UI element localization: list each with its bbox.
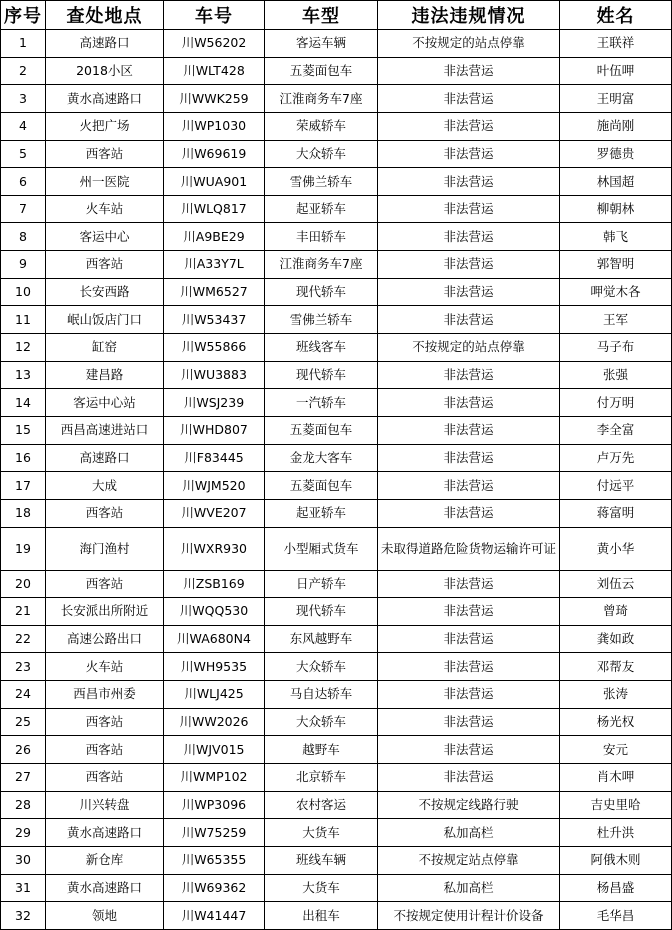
- seq-cell: 14: [1, 389, 46, 417]
- plate-cell: 川WJV015: [164, 736, 265, 764]
- violation-cell: 未取得道路危险货物运输许可证: [378, 527, 560, 570]
- plate-cell: 川A9BE29: [164, 223, 265, 251]
- seq-cell: 12: [1, 334, 46, 362]
- seq-cell: 15: [1, 416, 46, 444]
- plate-cell: 川WWK259: [164, 85, 265, 113]
- name-cell: 郭智明: [560, 251, 672, 279]
- plate-cell: 川WQQ530: [164, 598, 265, 626]
- table-row: [1, 278, 672, 306]
- vehicle-type-cell: 金龙大客车: [265, 444, 378, 472]
- violation-cell: 非法营运: [378, 736, 560, 764]
- vehicle-type-cell: 北京轿车: [265, 764, 378, 792]
- table-row: [1, 389, 672, 417]
- seq-cell: 28: [1, 791, 46, 819]
- location-cell: 西客站: [46, 736, 164, 764]
- plate-cell: 川WUA901: [164, 168, 265, 196]
- violation-cell: 非法营运: [378, 625, 560, 653]
- name-cell: 蒋富明: [560, 499, 672, 527]
- seq-cell: 17: [1, 472, 46, 500]
- violation-cell: 不按规定使用计程计价设备: [378, 902, 560, 930]
- table-row: [1, 140, 672, 168]
- header-name: 姓名: [560, 1, 672, 30]
- location-cell: 领地: [46, 902, 164, 930]
- name-cell: 施尚刚: [560, 112, 672, 140]
- table-row: [1, 625, 672, 653]
- plate-cell: 川WH9535: [164, 653, 265, 681]
- seq-cell: 11: [1, 306, 46, 334]
- table-header: [1, 1, 672, 30]
- location-cell: 西昌市州委: [46, 681, 164, 709]
- header-seq: 序号: [1, 1, 46, 30]
- table-row: [1, 764, 672, 792]
- vehicle-type-cell: 马自达轿车: [265, 681, 378, 709]
- location-cell: 西客站: [46, 251, 164, 279]
- name-cell: 张涛: [560, 681, 672, 709]
- location-cell: 长安西路: [46, 278, 164, 306]
- header-row: [1, 1, 672, 30]
- vehicle-type-cell: 班线客车: [265, 334, 378, 362]
- violation-cell: 非法营运: [378, 57, 560, 85]
- table-row: [1, 251, 672, 279]
- location-cell: 川兴转盘: [46, 791, 164, 819]
- name-cell: 韩飞: [560, 223, 672, 251]
- violation-cell: 非法营运: [378, 570, 560, 598]
- name-cell: 王联祥: [560, 30, 672, 58]
- violation-cell: 非法营运: [378, 361, 560, 389]
- seq-cell: 9: [1, 251, 46, 279]
- table-row: [1, 902, 672, 930]
- seq-cell: 26: [1, 736, 46, 764]
- location-cell: 缸窑: [46, 334, 164, 362]
- plate-cell: 川A33Y7L: [164, 251, 265, 279]
- name-cell: 刘伍云: [560, 570, 672, 598]
- table-row: [1, 57, 672, 85]
- name-cell: 马子布: [560, 334, 672, 362]
- table-row: [1, 112, 672, 140]
- seq-cell: 32: [1, 902, 46, 930]
- location-cell: 西客站: [46, 708, 164, 736]
- name-cell: 付远平: [560, 472, 672, 500]
- plate-cell: 川WU3883: [164, 361, 265, 389]
- table-row: [1, 708, 672, 736]
- name-cell: 曾琦: [560, 598, 672, 626]
- name-cell: 叶伍呷: [560, 57, 672, 85]
- vehicle-type-cell: 五菱面包车: [265, 57, 378, 85]
- violation-cell: 非法营运: [378, 681, 560, 709]
- table-row: [1, 653, 672, 681]
- vehicle-type-cell: 现代轿车: [265, 361, 378, 389]
- vehicle-type-cell: 雪佛兰轿车: [265, 306, 378, 334]
- violation-cell: 不按规定的站点停靠: [378, 334, 560, 362]
- name-cell: 李全富: [560, 416, 672, 444]
- seq-cell: 6: [1, 168, 46, 196]
- violation-cell: 非法营运: [378, 278, 560, 306]
- table-row: [1, 195, 672, 223]
- location-cell: 大成: [46, 472, 164, 500]
- vehicle-type-cell: 大众轿车: [265, 653, 378, 681]
- location-cell: 西昌高速进站口: [46, 416, 164, 444]
- location-cell: 高速路口: [46, 444, 164, 472]
- table-row: [1, 85, 672, 113]
- location-cell: 黄水高速路口: [46, 85, 164, 113]
- plate-cell: 川W69619: [164, 140, 265, 168]
- table-row: [1, 681, 672, 709]
- violation-cell: 非法营运: [378, 251, 560, 279]
- seq-cell: 10: [1, 278, 46, 306]
- violation-cell: 非法营运: [378, 653, 560, 681]
- seq-cell: 13: [1, 361, 46, 389]
- vehicle-type-cell: 出租车: [265, 902, 378, 930]
- name-cell: 杨光权: [560, 708, 672, 736]
- vehicle-type-cell: 越野车: [265, 736, 378, 764]
- table-row: [1, 472, 672, 500]
- vehicle-type-cell: 江淮商务车7座: [265, 85, 378, 113]
- seq-cell: 22: [1, 625, 46, 653]
- plate-cell: 川WLQ817: [164, 195, 265, 223]
- vehicle-type-cell: 大货车: [265, 819, 378, 847]
- location-cell: 火把广场: [46, 112, 164, 140]
- name-cell: 王明富: [560, 85, 672, 113]
- location-cell: 岷山饭店门口: [46, 306, 164, 334]
- location-cell: 西客站: [46, 570, 164, 598]
- vehicle-type-cell: 日产轿车: [265, 570, 378, 598]
- violation-cell: 非法营运: [378, 444, 560, 472]
- table-row: [1, 416, 672, 444]
- plate-cell: 川WW2026: [164, 708, 265, 736]
- header-plate: 车号: [164, 1, 265, 30]
- location-cell: 高速公路出口: [46, 625, 164, 653]
- name-cell: 王军: [560, 306, 672, 334]
- seq-cell: 21: [1, 598, 46, 626]
- seq-cell: 20: [1, 570, 46, 598]
- name-cell: 黄小华: [560, 527, 672, 570]
- table-row: [1, 444, 672, 472]
- table-body: [1, 30, 672, 930]
- plate-cell: 川WMP102: [164, 764, 265, 792]
- plate-cell: 川W69362: [164, 874, 265, 902]
- name-cell: 柳朝林: [560, 195, 672, 223]
- header-location: 查处地点: [46, 1, 164, 30]
- violation-cell: 非法营运: [378, 764, 560, 792]
- seq-cell: 2: [1, 57, 46, 85]
- violation-cell: 非法营运: [378, 112, 560, 140]
- vehicle-type-cell: 现代轿车: [265, 598, 378, 626]
- name-cell: 肖木呷: [560, 764, 672, 792]
- seq-cell: 23: [1, 653, 46, 681]
- table-row: [1, 30, 672, 58]
- violation-cell: 非法营运: [378, 416, 560, 444]
- vehicle-type-cell: 丰田轿车: [265, 223, 378, 251]
- table-row: [1, 527, 672, 570]
- vehicle-type-cell: 一汽轿车: [265, 389, 378, 417]
- table-row: [1, 819, 672, 847]
- vehicle-type-cell: 大众轿车: [265, 708, 378, 736]
- location-cell: 黄水高速路口: [46, 874, 164, 902]
- violation-cell: 非法营运: [378, 306, 560, 334]
- table-row: [1, 791, 672, 819]
- violation-cell: 非法营运: [378, 168, 560, 196]
- seq-cell: 16: [1, 444, 46, 472]
- location-cell: 州一医院: [46, 168, 164, 196]
- violation-cell: 不按规定的站点停靠: [378, 30, 560, 58]
- plate-cell: 川WJM520: [164, 472, 265, 500]
- plate-cell: 川W75259: [164, 819, 265, 847]
- location-cell: 客运中心站: [46, 389, 164, 417]
- table-row: [1, 306, 672, 334]
- table-row: [1, 598, 672, 626]
- location-cell: 西客站: [46, 499, 164, 527]
- seq-cell: 31: [1, 874, 46, 902]
- violation-cell: 非法营运: [378, 499, 560, 527]
- table-row: [1, 361, 672, 389]
- name-cell: 呷觉木各: [560, 278, 672, 306]
- location-cell: 火车站: [46, 653, 164, 681]
- plate-cell: 川WHD807: [164, 416, 265, 444]
- location-cell: 西客站: [46, 140, 164, 168]
- seq-cell: 30: [1, 846, 46, 874]
- vehicle-type-cell: 小型厢式货车: [265, 527, 378, 570]
- vehicle-type-cell: 江淮商务车7座: [265, 251, 378, 279]
- table-row: [1, 499, 672, 527]
- plate-cell: 川WLT428: [164, 57, 265, 85]
- plate-cell: 川W55866: [164, 334, 265, 362]
- plate-cell: 川WP3096: [164, 791, 265, 819]
- seq-cell: 7: [1, 195, 46, 223]
- vehicle-type-cell: 五菱面包车: [265, 416, 378, 444]
- violation-cell: 不按规定线路行驶: [378, 791, 560, 819]
- vehicle-type-cell: 荣威轿车: [265, 112, 378, 140]
- violation-cell: 非法营运: [378, 708, 560, 736]
- location-cell: 2018小区: [46, 57, 164, 85]
- violation-cell: 非法营运: [378, 389, 560, 417]
- location-cell: 新仓库: [46, 846, 164, 874]
- seq-cell: 5: [1, 140, 46, 168]
- name-cell: 龚如政: [560, 625, 672, 653]
- table-row: [1, 846, 672, 874]
- name-cell: 罗德贵: [560, 140, 672, 168]
- vehicle-type-cell: 东风越野车: [265, 625, 378, 653]
- vehicle-type-cell: 起亚轿车: [265, 195, 378, 223]
- vehicle-type-cell: 雪佛兰轿车: [265, 168, 378, 196]
- violation-cell: 不按规定站点停靠: [378, 846, 560, 874]
- name-cell: 吉史里哈: [560, 791, 672, 819]
- vehicle-type-cell: 大货车: [265, 874, 378, 902]
- location-cell: 长安派出所附近: [46, 598, 164, 626]
- table-row: [1, 168, 672, 196]
- vehicle-type-cell: 客运车辆: [265, 30, 378, 58]
- plate-cell: 川WM6527: [164, 278, 265, 306]
- violation-cell: 非法营运: [378, 85, 560, 113]
- location-cell: 客运中心: [46, 223, 164, 251]
- violation-cell: 非法营运: [378, 598, 560, 626]
- plate-cell: 川W53437: [164, 306, 265, 334]
- location-cell: 火车站: [46, 195, 164, 223]
- plate-cell: 川W56202: [164, 30, 265, 58]
- name-cell: 付万明: [560, 389, 672, 417]
- vehicle-type-cell: 现代轿车: [265, 278, 378, 306]
- table-row: [1, 874, 672, 902]
- seq-cell: 18: [1, 499, 46, 527]
- vehicle-type-cell: 大众轿车: [265, 140, 378, 168]
- plate-cell: 川WLJ425: [164, 681, 265, 709]
- seq-cell: 24: [1, 681, 46, 709]
- vehicle-type-cell: 班线车辆: [265, 846, 378, 874]
- seq-cell: 29: [1, 819, 46, 847]
- violation-cell: 非法营运: [378, 223, 560, 251]
- violation-cell: 非法营运: [378, 195, 560, 223]
- plate-cell: 川WVE207: [164, 499, 265, 527]
- location-cell: 高速路口: [46, 30, 164, 58]
- violation-cell: 私加高栏: [378, 819, 560, 847]
- seq-cell: 25: [1, 708, 46, 736]
- plate-cell: 川ZSB169: [164, 570, 265, 598]
- plate-cell: 川WP1030: [164, 112, 265, 140]
- location-cell: 海门渔村: [46, 527, 164, 570]
- violation-cell: 非法营运: [378, 140, 560, 168]
- table-row: [1, 334, 672, 362]
- name-cell: 卢万先: [560, 444, 672, 472]
- header-vehicle-type: 车型: [265, 1, 378, 30]
- location-cell: 西客站: [46, 764, 164, 792]
- name-cell: 毛华昌: [560, 902, 672, 930]
- name-cell: 邓帮友: [560, 653, 672, 681]
- seq-cell: 4: [1, 112, 46, 140]
- location-cell: 建昌路: [46, 361, 164, 389]
- vehicle-type-cell: 起亚轿车: [265, 499, 378, 527]
- seq-cell: 19: [1, 527, 46, 570]
- violation-cell: 非法营运: [378, 472, 560, 500]
- location-cell: 黄水高速路口: [46, 819, 164, 847]
- table-row: [1, 223, 672, 251]
- table-row: [1, 570, 672, 598]
- name-cell: 杨昌盛: [560, 874, 672, 902]
- name-cell: 杜升洪: [560, 819, 672, 847]
- header-violation: 违法违规情况: [378, 1, 560, 30]
- vehicle-type-cell: 五菱面包车: [265, 472, 378, 500]
- seq-cell: 27: [1, 764, 46, 792]
- plate-cell: 川W41447: [164, 902, 265, 930]
- seq-cell: 1: [1, 30, 46, 58]
- plate-cell: 川F83445: [164, 444, 265, 472]
- seq-cell: 3: [1, 85, 46, 113]
- plate-cell: 川W65355: [164, 846, 265, 874]
- plate-cell: 川WSJ239: [164, 389, 265, 417]
- plate-cell: 川WA680N4: [164, 625, 265, 653]
- vehicle-type-cell: 农村客运: [265, 791, 378, 819]
- seq-cell: 8: [1, 223, 46, 251]
- table-row: [1, 736, 672, 764]
- name-cell: 林国超: [560, 168, 672, 196]
- name-cell: 张强: [560, 361, 672, 389]
- violation-cell: 私加高栏: [378, 874, 560, 902]
- name-cell: 阿俄木则: [560, 846, 672, 874]
- plate-cell: 川WXR930: [164, 527, 265, 570]
- name-cell: 安元: [560, 736, 672, 764]
